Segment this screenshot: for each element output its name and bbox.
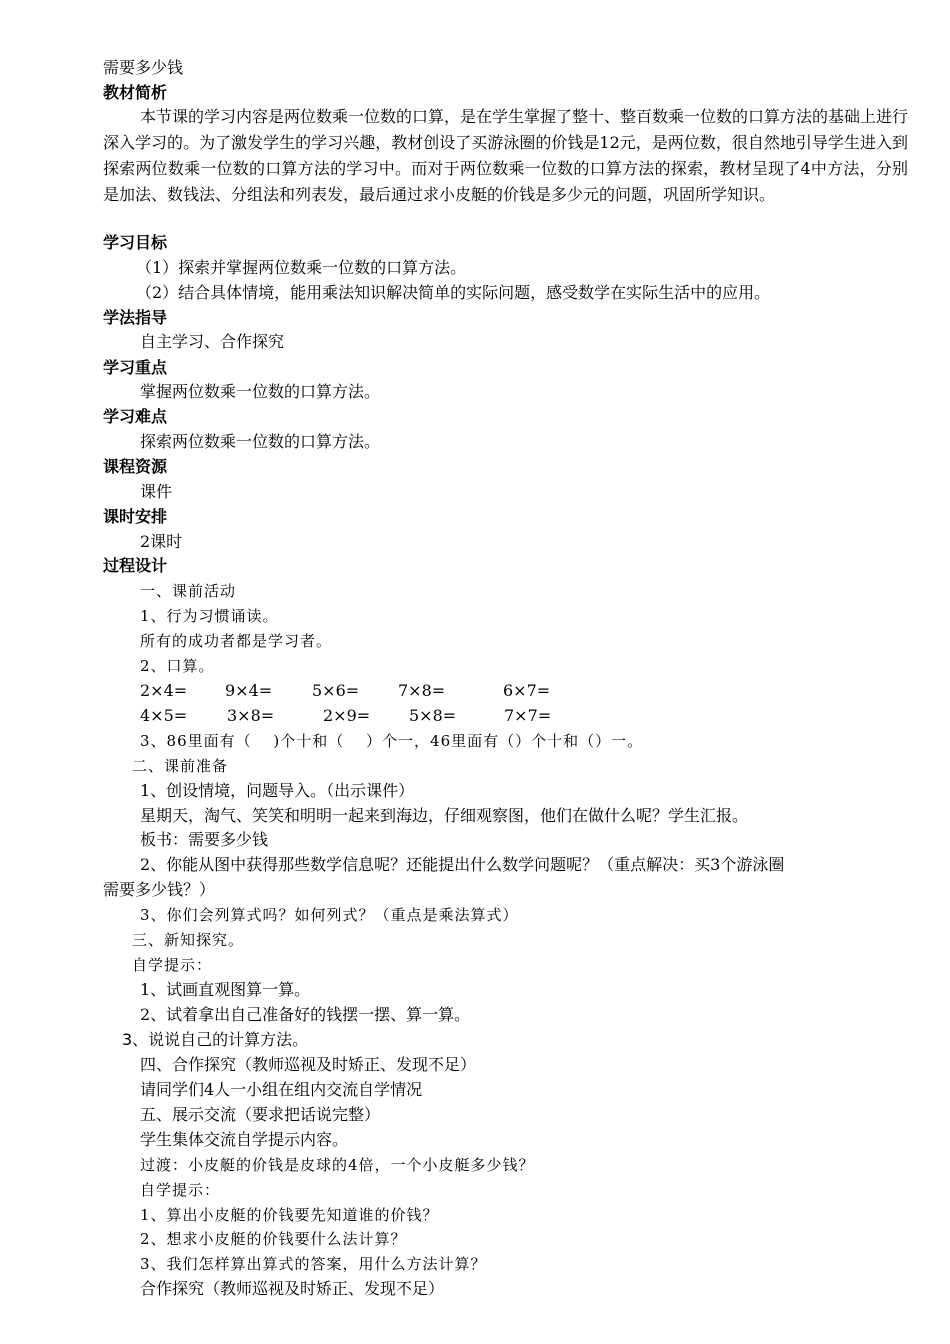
oral-cell: 5×8= xyxy=(409,706,457,725)
prep-heading: 二、课前准备 xyxy=(132,757,229,775)
oral-cell: 7×8= xyxy=(398,681,446,700)
heading-method: 学法指导 xyxy=(103,308,168,327)
hint-heading-2: 自学提示： xyxy=(140,1181,221,1199)
coop-heading-2: 合作探究（教师巡视及时矫正、发现不足） xyxy=(140,1279,445,1298)
scene-line: 1、创设情境，问题导入。（出示课件） xyxy=(140,781,415,800)
heading-key-point: 学习重点 xyxy=(103,358,168,377)
question-1: 1、算出小皮艇的价钱要先知道谁的价钱？ xyxy=(140,1206,439,1224)
oral-cell: 3×8= xyxy=(227,706,275,725)
hint-heading: 自学提示： xyxy=(132,956,213,974)
difficulty-text: 探索两位数乘一位数的口算方法。 xyxy=(140,432,381,451)
oral-cell: 2×9= xyxy=(323,706,371,725)
question-2: 2、想求小皮艇的价钱要什么法计算？ xyxy=(140,1230,407,1248)
heading-goals: 学习目标 xyxy=(103,233,168,252)
textbook-paragraph: 本节课的学习内容是两位数乘一位数的口算，是在学生掌握了整十、整百数乘一位数的口算方法的基础上进行深入学习的。为了激发学生的学习兴趣，教材创设了买游泳圈的价钱是12元，是两位数，很自然地引导学生进入到探索两位数乘一位数的口算方法的学习中。而对于两位数乘一位数的口算方法的探索，教材呈现了4中方法，分别是加法、数钱法、分组法和列表发，最后通过求小皮艇的价钱是多少元的问题，巩固所学知识。 xyxy=(103,107,909,204)
question-3: 3、我们怎样算出算式的答案，用什么方法计算？ xyxy=(140,1255,487,1273)
hint-3: 3、说说自己的计算方法。 xyxy=(122,1030,309,1049)
oral-cell: 2×4= xyxy=(140,681,188,700)
pre-activity: 一、课前活动 xyxy=(140,582,237,600)
hint-2: 2、试着拿出自己准备好的钱摆一摆、算一算。 xyxy=(140,1005,471,1024)
motto-line: 所有的成功者都是学习者。 xyxy=(140,632,333,650)
board-line: 板书：需要多少钱 xyxy=(140,830,269,849)
heading-textbook: 教材简析 xyxy=(103,83,168,102)
heading-difficulty: 学习难点 xyxy=(103,407,168,426)
fill-blank-line: 3、86里面有（ )个十和（ ）个一，46里面有（）个十和（）一。 xyxy=(140,732,644,750)
oral-cell: 9×4= xyxy=(225,681,273,700)
oral-cell: 4×5= xyxy=(140,706,188,725)
goal-item-1: （1）探索并掌握两位数乘一位数的口算方法。 xyxy=(136,258,467,277)
method-text: 自主学习、合作探究 xyxy=(140,332,285,351)
story-line: 星期天，淘气、笑笑和明明一起来到海边，仔细观察图，他们在做什么呢？学生汇报。 xyxy=(140,806,749,825)
heading-process: 过程设计 xyxy=(103,556,168,575)
goal-item-2: （2）结合具体情境，能用乘法知识解决简单的实际问题，感受数学在实际生活中的应用。 xyxy=(136,283,771,302)
heading-resources: 课程资源 xyxy=(103,457,168,476)
heading-schedule: 课时安排 xyxy=(103,507,168,526)
info-line-a: 2、你能从图中获得那些数学信息呢？还能提出什么数学问题呢？（重点解决：买3个游泳圈 xyxy=(140,855,785,874)
show-heading: 五、展示交流（要求把话说完整） xyxy=(140,1105,381,1124)
transition-line: 过渡：小皮艇的价钱是皮球的4倍，一个小皮艇多少钱？ xyxy=(140,1156,535,1174)
formula-line: 3、你们会列算式吗？如何列式？（重点是乘法算式） xyxy=(140,906,519,924)
oral-line: 2、口算。 xyxy=(140,657,215,675)
explore-heading: 三、新知探究。 xyxy=(132,931,245,949)
habit-line: 1、行为习惯诵读。 xyxy=(140,607,279,625)
oral-cell: 5×6= xyxy=(312,681,360,700)
schedule-text: 2课时 xyxy=(140,532,183,551)
oral-cell: 6×7= xyxy=(503,681,551,700)
top-line: 需要多少钱 xyxy=(103,58,184,77)
oral-cell: 7×7= xyxy=(504,706,552,725)
coop-heading: 四、合作探究（教师巡视及时矫正、发现不足） xyxy=(140,1055,477,1074)
collective-line: 学生集体交流自学提示内容。 xyxy=(140,1130,349,1149)
group-line: 请同学们4人一小组在组内交流自学情况 xyxy=(140,1080,423,1099)
key-point-text: 掌握两位数乘一位数的口算方法。 xyxy=(140,382,381,401)
hint-1: 1、试画直观图算一算。 xyxy=(140,980,311,999)
resources-text: 课件 xyxy=(140,482,173,501)
info-line-b: 需要多少钱？） xyxy=(103,880,216,899)
